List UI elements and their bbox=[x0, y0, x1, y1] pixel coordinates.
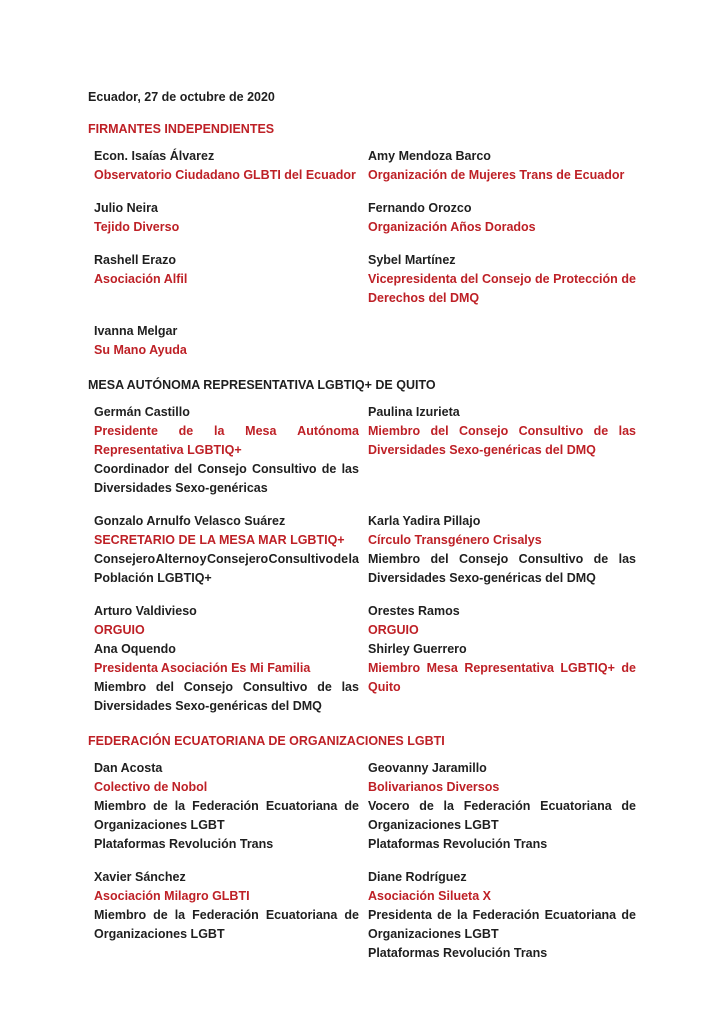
entry-line: Miembro de la Federación Ecuatoriana de bbox=[94, 799, 359, 813]
organization-line: Vicepresidenta del Consejo de Protección de bbox=[368, 272, 636, 286]
organization-line: Asociación Alfil bbox=[94, 272, 188, 286]
signatory-entry bbox=[368, 512, 636, 588]
entry-line: Karla Yadira Pillajo bbox=[368, 514, 481, 528]
organization-line: Diversidades Sexo-genéricas del DMQ bbox=[368, 443, 596, 457]
organization-line: Miembro Mesa Representativa LGBTIQ+ de bbox=[368, 661, 636, 675]
entry-line: Econ. Isaías Álvarez bbox=[94, 149, 215, 163]
section-title: MESA AUTÓNOMA REPRESENTATIVA LGBTIQ+ DE QUITO bbox=[88, 378, 436, 392]
entry-line: Germán Castillo bbox=[94, 405, 190, 419]
signatory-entry bbox=[368, 403, 636, 498]
organization-line: ORGUIO bbox=[94, 623, 145, 637]
entry-line: Ana Oquendo bbox=[94, 642, 176, 656]
entry-line: Vocero de la Federación Ecuatoriana de bbox=[368, 799, 636, 813]
signatory-entry bbox=[94, 403, 359, 498]
entry-line: Plataformas Revolución Trans bbox=[368, 837, 548, 851]
section-rows bbox=[94, 403, 636, 716]
signatory-entry bbox=[368, 759, 636, 854]
entry-line: Julio Neira bbox=[94, 201, 158, 215]
organization-line: SECRETARIO DE LA MESA MAR LGBTIQ+ bbox=[94, 533, 345, 547]
section-rows bbox=[94, 759, 636, 963]
organization-line: Colectivo de Nobol bbox=[94, 780, 208, 794]
entry-line: Diversidades Sexo-genéricas del DMQ bbox=[94, 699, 322, 713]
entry-row bbox=[94, 147, 636, 185]
organization-line: Presidenta Asociación Es Mi Familia bbox=[94, 661, 311, 675]
signatory-entry bbox=[94, 868, 359, 963]
entry-line: Diane Rodríguez bbox=[368, 870, 467, 884]
organization-line: Tejido Diverso bbox=[94, 220, 180, 234]
entry-line: Shirley Guerrero bbox=[368, 642, 467, 656]
entry-row bbox=[94, 868, 636, 963]
entry-line: Miembro del Consejo Consultivo de las bbox=[94, 680, 359, 694]
signatory-entry bbox=[368, 251, 636, 308]
organization-line: Su Mano Ayuda bbox=[94, 343, 187, 357]
section-title: FIRMANTES INDEPENDIENTES bbox=[88, 122, 275, 136]
organization-line: Observatorio Ciudadano GLBTI del Ecuador bbox=[94, 168, 356, 182]
sections-container bbox=[88, 120, 636, 963]
signatories-section bbox=[88, 120, 636, 360]
entry-line: Amy Mendoza Barco bbox=[368, 149, 491, 163]
organization-line: Bolivarianos Diversos bbox=[368, 780, 500, 794]
organization-line: Miembro del Consejo Consultivo de las bbox=[368, 424, 636, 438]
section-title: FEDERACIÓN ECUATORIANA DE ORGANIZACIONES LGBTI bbox=[88, 734, 445, 748]
entry-line: Diversidades Sexo-genéricas del DMQ bbox=[368, 571, 596, 585]
entry-line: Organizaciones LGBT bbox=[368, 927, 499, 941]
organization-line: Asociación Milagro GLBTI bbox=[94, 889, 250, 903]
date-line: Ecuador, 27 de octubre de 2020 bbox=[88, 90, 275, 104]
entry-line: Rashell Erazo bbox=[94, 253, 176, 267]
signatory-entry bbox=[94, 602, 359, 716]
signatory-entry bbox=[94, 759, 359, 854]
entry-row bbox=[94, 322, 636, 360]
entry-line: Miembro del Consejo Consultivo de las bbox=[368, 552, 636, 566]
entry-line: Presidenta de la Federación Ecuatoriana de bbox=[368, 908, 636, 922]
entry-line: Dan Acosta bbox=[94, 761, 163, 775]
organization-line: Representativa LGBTIQ+ bbox=[94, 443, 242, 457]
entry-line: Geovanny Jaramillo bbox=[368, 761, 487, 775]
organization-line: Quito bbox=[368, 680, 401, 694]
entry-line: Xavier Sánchez bbox=[94, 870, 186, 884]
signatories-section bbox=[88, 376, 636, 716]
entry-line: Paulina Izurieta bbox=[368, 405, 460, 419]
entry-line: Plataformas Revolución Trans bbox=[368, 946, 548, 960]
organization-line: Presidente de la Mesa Autónoma bbox=[94, 424, 359, 438]
signatory-entry bbox=[94, 199, 359, 237]
entry-line: Arturo Valdivieso bbox=[94, 604, 197, 618]
signatory-entry bbox=[368, 868, 636, 963]
entry-line: Coordinador del Consejo Consultivo de las bbox=[94, 462, 359, 476]
organization-line: ORGUIO bbox=[368, 623, 419, 637]
signatory-entry bbox=[94, 322, 359, 360]
signatory-entry bbox=[368, 602, 636, 716]
section-rows bbox=[94, 147, 636, 360]
entry-line: Diversidades Sexo-genéricas bbox=[94, 481, 268, 495]
entry-line: Ivanna Melgar bbox=[94, 324, 178, 338]
entry-line: Organizaciones LGBT bbox=[368, 818, 499, 832]
entry-row bbox=[94, 759, 636, 854]
organization-line: Derechos del DMQ bbox=[368, 291, 480, 305]
entry-row bbox=[94, 403, 636, 498]
signatory-entry bbox=[94, 512, 359, 588]
entry-line: Gonzalo Arnulfo Velasco Suárez bbox=[94, 514, 286, 528]
entry-line: Sybel Martínez bbox=[368, 253, 456, 267]
entry-line: Organizaciones LGBT bbox=[94, 818, 225, 832]
organization-line: Organización de Mujeres Trans de Ecuador bbox=[368, 168, 625, 182]
entry-row bbox=[94, 199, 636, 237]
signatory-entry bbox=[94, 251, 359, 308]
signatory-entry bbox=[368, 147, 636, 185]
entry-line: Organizaciones LGBT bbox=[94, 927, 225, 941]
signatory-entry bbox=[368, 199, 636, 237]
entry-line: Miembro de la Federación Ecuatoriana de bbox=[94, 908, 359, 922]
entry-row bbox=[94, 251, 636, 308]
entry-row bbox=[94, 512, 636, 588]
signatory-entry bbox=[94, 147, 359, 185]
entry-line: Orestes Ramos bbox=[368, 604, 460, 618]
signatories-section bbox=[88, 732, 636, 963]
entry-line: Consejero Alterno y Consejero Consultivo de la bbox=[94, 552, 359, 566]
signatory-entry bbox=[368, 322, 636, 360]
entry-line: Plataformas Revolución Trans bbox=[94, 837, 274, 851]
entry-row bbox=[94, 602, 636, 716]
organization-line: Círculo Transgénero Crisalys bbox=[368, 533, 542, 547]
entry-line: Población LGBTIQ+ bbox=[94, 571, 212, 585]
organization-line: Asociación Silueta X bbox=[368, 889, 491, 903]
organization-line: Organización Años Dorados bbox=[368, 220, 536, 234]
entry-line: Fernando Orozco bbox=[368, 201, 472, 215]
